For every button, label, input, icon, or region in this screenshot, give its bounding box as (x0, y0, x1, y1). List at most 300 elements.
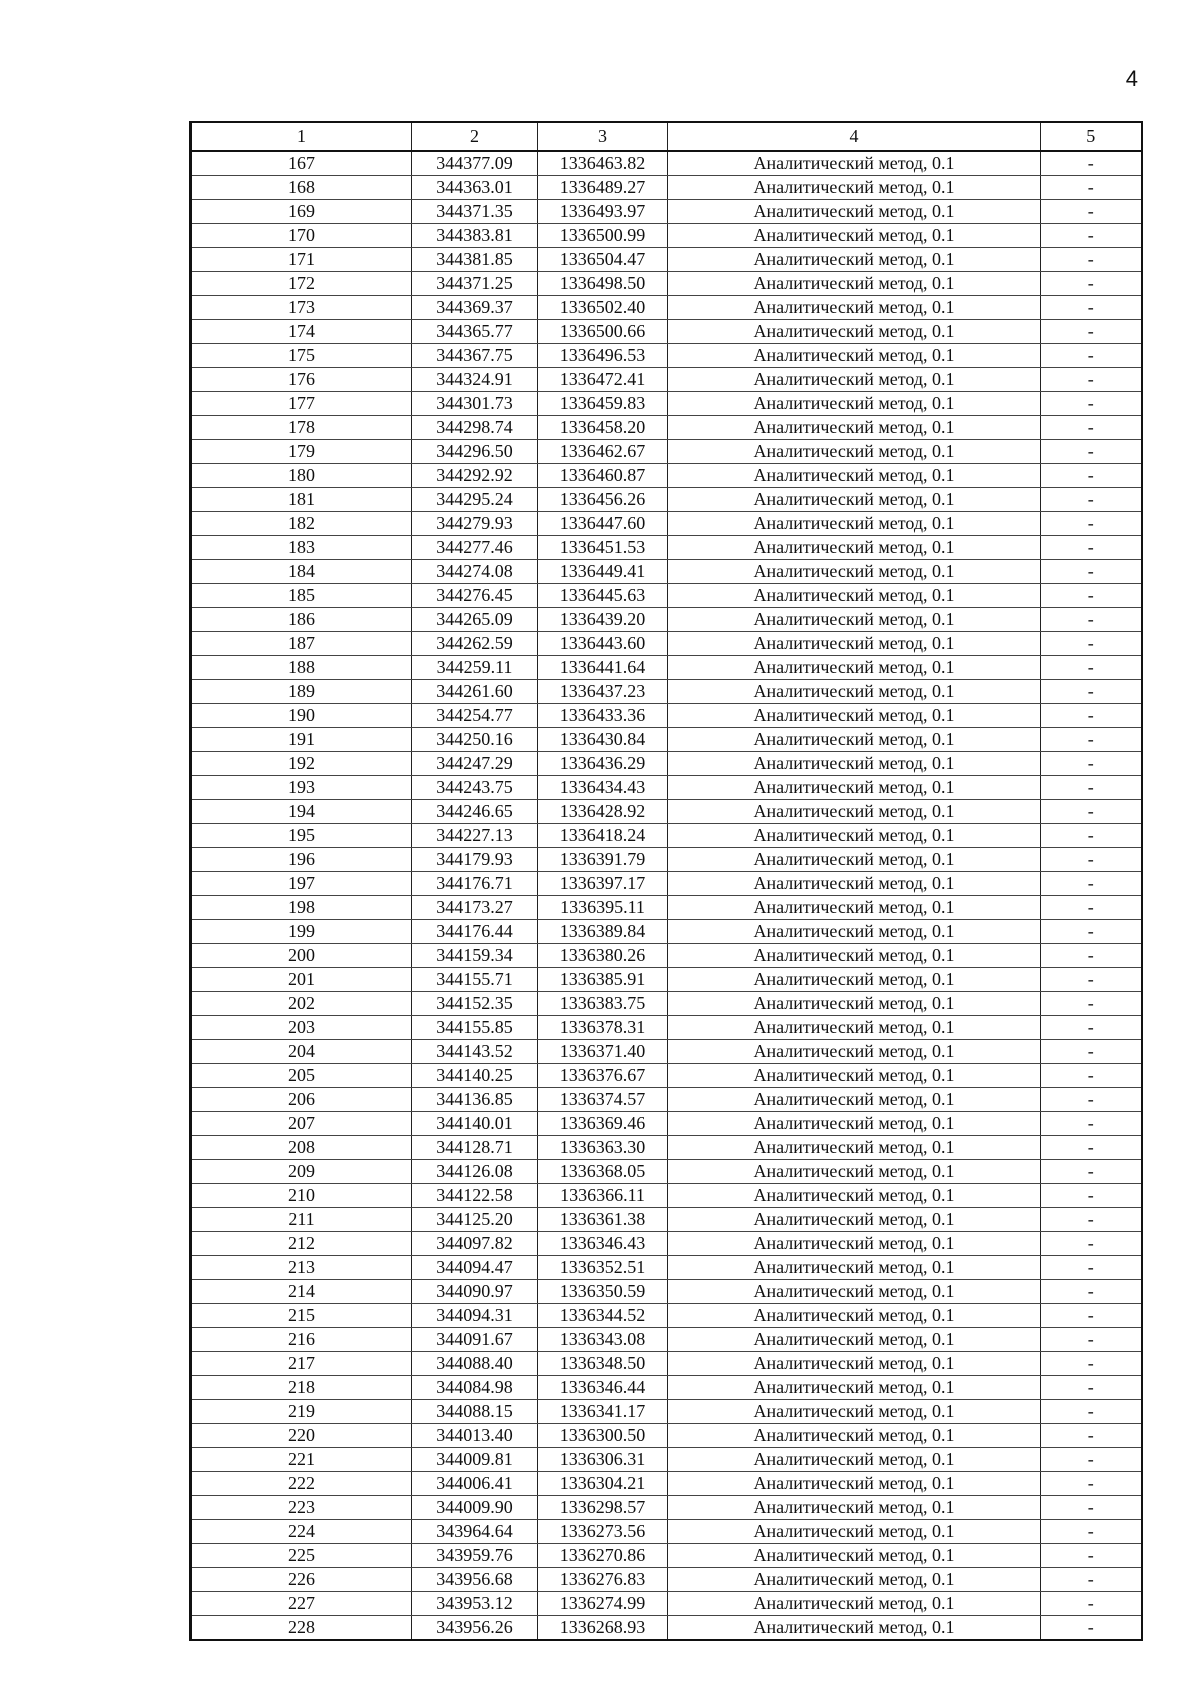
empty-mark-cell: - (1041, 176, 1142, 200)
point-number-cell: 210 (191, 1184, 412, 1208)
y-coordinate-cell: 1336363.30 (538, 1136, 668, 1160)
empty-mark-cell: - (1041, 728, 1142, 752)
empty-mark-cell: - (1041, 1232, 1142, 1256)
point-number-cell: 216 (191, 1328, 412, 1352)
point-number-cell: 179 (191, 440, 412, 464)
table-row (191, 1016, 1142, 1040)
point-number-cell: 176 (191, 368, 412, 392)
empty-mark-cell: - (1041, 680, 1142, 704)
method-cell: Аналитический метод, 0.1 (668, 992, 1041, 1016)
column-header-1: 1 (191, 122, 412, 151)
point-number-cell: 181 (191, 488, 412, 512)
table-row (191, 440, 1142, 464)
point-number-cell: 222 (191, 1472, 412, 1496)
y-coordinate-cell: 1336489.27 (538, 176, 668, 200)
empty-mark-cell: - (1041, 656, 1142, 680)
empty-mark-cell: - (1041, 416, 1142, 440)
point-number-cell: 220 (191, 1424, 412, 1448)
table-row (191, 560, 1142, 584)
empty-mark-cell: - (1041, 632, 1142, 656)
empty-mark-cell: - (1041, 1136, 1142, 1160)
method-cell: Аналитический метод, 0.1 (668, 1232, 1041, 1256)
point-number-cell: 191 (191, 728, 412, 752)
point-number-cell: 212 (191, 1232, 412, 1256)
y-coordinate-cell: 1336276.83 (538, 1568, 668, 1592)
point-number-cell: 193 (191, 776, 412, 800)
x-coordinate-cell: 344246.65 (412, 800, 538, 824)
method-cell: Аналитический метод, 0.1 (668, 536, 1041, 560)
empty-mark-cell: - (1041, 488, 1142, 512)
y-coordinate-cell: 1336368.05 (538, 1160, 668, 1184)
method-cell: Аналитический метод, 0.1 (668, 632, 1041, 656)
point-number-cell: 196 (191, 848, 412, 872)
empty-mark-cell: - (1041, 704, 1142, 728)
table-row (191, 1592, 1142, 1616)
table-row (191, 704, 1142, 728)
table-row (191, 1616, 1142, 1641)
table-row (191, 1160, 1142, 1184)
empty-mark-cell: - (1041, 512, 1142, 536)
table-row (191, 1208, 1142, 1232)
x-coordinate-cell: 344371.35 (412, 200, 538, 224)
table-row (191, 1352, 1142, 1376)
point-number-cell: 198 (191, 896, 412, 920)
method-cell: Аналитический метод, 0.1 (668, 872, 1041, 896)
y-coordinate-cell: 1336274.99 (538, 1592, 668, 1616)
method-cell: Аналитический метод, 0.1 (668, 1496, 1041, 1520)
point-number-cell: 177 (191, 392, 412, 416)
point-number-cell: 174 (191, 320, 412, 344)
empty-mark-cell: - (1041, 1520, 1142, 1544)
empty-mark-cell: - (1041, 896, 1142, 920)
x-coordinate-cell: 344128.71 (412, 1136, 538, 1160)
point-number-cell: 187 (191, 632, 412, 656)
empty-mark-cell: - (1041, 392, 1142, 416)
x-coordinate-cell: 344250.16 (412, 728, 538, 752)
table-row (191, 392, 1142, 416)
method-cell: Аналитический метод, 0.1 (668, 464, 1041, 488)
x-coordinate-cell: 344274.08 (412, 560, 538, 584)
method-cell: Аналитический метод, 0.1 (668, 1424, 1041, 1448)
page-number: 4 (1125, 66, 1138, 91)
method-cell: Аналитический метод, 0.1 (668, 1304, 1041, 1328)
table-row (191, 1568, 1142, 1592)
method-cell: Аналитический метод, 0.1 (668, 1112, 1041, 1136)
point-number-cell: 170 (191, 224, 412, 248)
table-row (191, 368, 1142, 392)
method-cell: Аналитический метод, 0.1 (668, 704, 1041, 728)
point-number-cell: 224 (191, 1520, 412, 1544)
empty-mark-cell: - (1041, 296, 1142, 320)
y-coordinate-cell: 1336346.43 (538, 1232, 668, 1256)
method-cell: Аналитический метод, 0.1 (668, 656, 1041, 680)
method-cell: Аналитический метод, 0.1 (668, 1352, 1041, 1376)
empty-mark-cell: - (1041, 344, 1142, 368)
point-number-cell: 184 (191, 560, 412, 584)
method-cell: Аналитический метод, 0.1 (668, 512, 1041, 536)
method-cell: Аналитический метод, 0.1 (668, 1328, 1041, 1352)
table-row (191, 776, 1142, 800)
point-number-cell: 183 (191, 536, 412, 560)
point-number-cell: 211 (191, 1208, 412, 1232)
point-number-cell: 227 (191, 1592, 412, 1616)
point-number-cell: 223 (191, 1496, 412, 1520)
empty-mark-cell: - (1041, 368, 1142, 392)
x-coordinate-cell: 344301.73 (412, 392, 538, 416)
method-cell: Аналитический метод, 0.1 (668, 1400, 1041, 1424)
empty-mark-cell: - (1041, 151, 1142, 176)
point-number-cell: 188 (191, 656, 412, 680)
table-row (191, 1520, 1142, 1544)
column-header-4: 4 (668, 122, 1041, 151)
table-row (191, 1496, 1142, 1520)
empty-mark-cell: - (1041, 752, 1142, 776)
point-number-cell: 202 (191, 992, 412, 1016)
y-coordinate-cell: 1336341.17 (538, 1400, 668, 1424)
y-coordinate-cell: 1336378.31 (538, 1016, 668, 1040)
x-coordinate-cell: 344377.09 (412, 151, 538, 176)
empty-mark-cell: - (1041, 992, 1142, 1016)
y-coordinate-cell: 1336443.60 (538, 632, 668, 656)
x-coordinate-cell: 344091.67 (412, 1328, 538, 1352)
method-cell: Аналитический метод, 0.1 (668, 488, 1041, 512)
table-row (191, 536, 1142, 560)
y-coordinate-cell: 1336298.57 (538, 1496, 668, 1520)
method-cell: Аналитический метод, 0.1 (668, 1064, 1041, 1088)
x-coordinate-cell: 344094.31 (412, 1304, 538, 1328)
point-number-cell: 185 (191, 584, 412, 608)
empty-mark-cell: - (1041, 1208, 1142, 1232)
empty-mark-cell: - (1041, 1016, 1142, 1040)
y-coordinate-cell: 1336472.41 (538, 368, 668, 392)
point-number-cell: 213 (191, 1256, 412, 1280)
empty-mark-cell: - (1041, 272, 1142, 296)
method-cell: Аналитический метод, 0.1 (668, 151, 1041, 176)
method-cell: Аналитический метод, 0.1 (668, 368, 1041, 392)
point-number-cell: 207 (191, 1112, 412, 1136)
table-row (191, 512, 1142, 536)
method-cell: Аналитический метод, 0.1 (668, 224, 1041, 248)
table-row (191, 728, 1142, 752)
x-coordinate-cell: 344136.85 (412, 1088, 538, 1112)
header-row (191, 122, 1142, 151)
method-cell: Аналитический метод, 0.1 (668, 1136, 1041, 1160)
method-cell: Аналитический метод, 0.1 (668, 800, 1041, 824)
empty-mark-cell: - (1041, 464, 1142, 488)
method-cell: Аналитический метод, 0.1 (668, 752, 1041, 776)
x-coordinate-cell: 344371.25 (412, 272, 538, 296)
empty-mark-cell: - (1041, 1088, 1142, 1112)
table-row (191, 680, 1142, 704)
table-row (191, 1448, 1142, 1472)
point-number-cell: 197 (191, 872, 412, 896)
point-number-cell: 178 (191, 416, 412, 440)
point-number-cell: 228 (191, 1616, 412, 1641)
x-coordinate-cell: 343964.64 (412, 1520, 538, 1544)
y-coordinate-cell: 1336434.43 (538, 776, 668, 800)
x-coordinate-cell: 344009.90 (412, 1496, 538, 1520)
empty-mark-cell: - (1041, 1328, 1142, 1352)
x-coordinate-cell: 344159.34 (412, 944, 538, 968)
method-cell: Аналитический метод, 0.1 (668, 1544, 1041, 1568)
x-coordinate-cell: 344277.46 (412, 536, 538, 560)
method-cell: Аналитический метод, 0.1 (668, 1616, 1041, 1641)
table-row (191, 272, 1142, 296)
table-row (191, 824, 1142, 848)
table-row (191, 752, 1142, 776)
x-coordinate-cell: 343956.26 (412, 1616, 538, 1641)
y-coordinate-cell: 1336348.50 (538, 1352, 668, 1376)
empty-mark-cell: - (1041, 608, 1142, 632)
x-coordinate-cell: 344122.58 (412, 1184, 538, 1208)
point-number-cell: 215 (191, 1304, 412, 1328)
x-coordinate-cell: 344088.15 (412, 1400, 538, 1424)
method-cell: Аналитический метод, 0.1 (668, 848, 1041, 872)
x-coordinate-cell: 344295.24 (412, 488, 538, 512)
y-coordinate-cell: 1336374.57 (538, 1088, 668, 1112)
empty-mark-cell: - (1041, 1496, 1142, 1520)
point-number-cell: 226 (191, 1568, 412, 1592)
point-number-cell: 190 (191, 704, 412, 728)
method-cell: Аналитический метод, 0.1 (668, 272, 1041, 296)
y-coordinate-cell: 1336447.60 (538, 512, 668, 536)
method-cell: Аналитический метод, 0.1 (668, 200, 1041, 224)
empty-mark-cell: - (1041, 320, 1142, 344)
table-row (191, 608, 1142, 632)
y-coordinate-cell: 1336383.75 (538, 992, 668, 1016)
x-coordinate-cell: 344179.93 (412, 848, 538, 872)
y-coordinate-cell: 1336395.11 (538, 896, 668, 920)
method-cell: Аналитический метод, 0.1 (668, 1568, 1041, 1592)
method-cell: Аналитический метод, 0.1 (668, 1184, 1041, 1208)
empty-mark-cell: - (1041, 584, 1142, 608)
empty-mark-cell: - (1041, 776, 1142, 800)
y-coordinate-cell: 1336350.59 (538, 1280, 668, 1304)
x-coordinate-cell: 344365.77 (412, 320, 538, 344)
table-row (191, 656, 1142, 680)
y-coordinate-cell: 1336268.93 (538, 1616, 668, 1641)
empty-mark-cell: - (1041, 1472, 1142, 1496)
table-row (191, 632, 1142, 656)
y-coordinate-cell: 1336389.84 (538, 920, 668, 944)
method-cell: Аналитический метод, 0.1 (668, 584, 1041, 608)
empty-mark-cell: - (1041, 800, 1142, 824)
x-coordinate-cell: 344090.97 (412, 1280, 538, 1304)
x-coordinate-cell: 344084.98 (412, 1376, 538, 1400)
table-row (191, 1376, 1142, 1400)
y-coordinate-cell: 1336498.50 (538, 272, 668, 296)
empty-mark-cell: - (1041, 1544, 1142, 1568)
empty-mark-cell: - (1041, 440, 1142, 464)
x-coordinate-cell: 344254.77 (412, 704, 538, 728)
method-cell: Аналитический метод, 0.1 (668, 392, 1041, 416)
table-row (191, 872, 1142, 896)
point-number-cell: 168 (191, 176, 412, 200)
table-row (191, 1088, 1142, 1112)
y-coordinate-cell: 1336270.86 (538, 1544, 668, 1568)
x-coordinate-cell: 344381.85 (412, 248, 538, 272)
empty-mark-cell: - (1041, 248, 1142, 272)
empty-mark-cell: - (1041, 1616, 1142, 1641)
method-cell: Аналитический метод, 0.1 (668, 968, 1041, 992)
table-row (191, 848, 1142, 872)
method-cell: Аналитический метод, 0.1 (668, 1520, 1041, 1544)
table-row (191, 1184, 1142, 1208)
table-row (191, 584, 1142, 608)
empty-mark-cell: - (1041, 1064, 1142, 1088)
empty-mark-cell: - (1041, 1568, 1142, 1592)
empty-mark-cell: - (1041, 944, 1142, 968)
y-coordinate-cell: 1336437.23 (538, 680, 668, 704)
method-cell: Аналитический метод, 0.1 (668, 320, 1041, 344)
method-cell: Аналитический метод, 0.1 (668, 1472, 1041, 1496)
empty-mark-cell: - (1041, 1424, 1142, 1448)
x-coordinate-cell: 344088.40 (412, 1352, 538, 1376)
y-coordinate-cell: 1336456.26 (538, 488, 668, 512)
coordinates-table (189, 121, 1143, 1641)
table-row (191, 176, 1142, 200)
y-coordinate-cell: 1336397.17 (538, 872, 668, 896)
empty-mark-cell: - (1041, 1376, 1142, 1400)
empty-mark-cell: - (1041, 1112, 1142, 1136)
column-header-3: 3 (538, 122, 668, 151)
empty-mark-cell: - (1041, 824, 1142, 848)
point-number-cell: 189 (191, 680, 412, 704)
x-coordinate-cell: 344006.41 (412, 1472, 538, 1496)
empty-mark-cell: - (1041, 920, 1142, 944)
x-coordinate-cell: 344097.82 (412, 1232, 538, 1256)
x-coordinate-cell: 344324.91 (412, 368, 538, 392)
point-number-cell: 208 (191, 1136, 412, 1160)
table-row (191, 224, 1142, 248)
point-number-cell: 218 (191, 1376, 412, 1400)
y-coordinate-cell: 1336304.21 (538, 1472, 668, 1496)
point-number-cell: 167 (191, 151, 412, 176)
point-number-cell: 199 (191, 920, 412, 944)
table-row (191, 320, 1142, 344)
x-coordinate-cell: 344259.11 (412, 656, 538, 680)
table-row (191, 800, 1142, 824)
point-number-cell: 172 (191, 272, 412, 296)
method-cell: Аналитический метод, 0.1 (668, 1088, 1041, 1112)
point-number-cell: 192 (191, 752, 412, 776)
empty-mark-cell: - (1041, 536, 1142, 560)
y-coordinate-cell: 1336376.67 (538, 1064, 668, 1088)
y-coordinate-cell: 1336366.11 (538, 1184, 668, 1208)
x-coordinate-cell: 343959.76 (412, 1544, 538, 1568)
table-row (191, 896, 1142, 920)
table-row (191, 968, 1142, 992)
point-number-cell: 219 (191, 1400, 412, 1424)
x-coordinate-cell: 343953.12 (412, 1592, 538, 1616)
x-coordinate-cell: 344013.40 (412, 1424, 538, 1448)
y-coordinate-cell: 1336451.53 (538, 536, 668, 560)
empty-mark-cell: - (1041, 1160, 1142, 1184)
x-coordinate-cell: 344125.20 (412, 1208, 538, 1232)
y-coordinate-cell: 1336430.84 (538, 728, 668, 752)
method-cell: Аналитический метод, 0.1 (668, 920, 1041, 944)
table-row (191, 920, 1142, 944)
y-coordinate-cell: 1336385.91 (538, 968, 668, 992)
x-coordinate-cell: 344227.13 (412, 824, 538, 848)
method-cell: Аналитический метод, 0.1 (668, 1376, 1041, 1400)
y-coordinate-cell: 1336500.66 (538, 320, 668, 344)
y-coordinate-cell: 1336436.29 (538, 752, 668, 776)
empty-mark-cell: - (1041, 1448, 1142, 1472)
table-header (191, 122, 1142, 151)
point-number-cell: 205 (191, 1064, 412, 1088)
y-coordinate-cell: 1336463.82 (538, 151, 668, 176)
table-row (191, 1424, 1142, 1448)
y-coordinate-cell: 1336300.50 (538, 1424, 668, 1448)
x-coordinate-cell: 344094.47 (412, 1256, 538, 1280)
table-row (191, 944, 1142, 968)
table-body (191, 151, 1142, 1640)
method-cell: Аналитический метод, 0.1 (668, 1040, 1041, 1064)
method-cell: Аналитический метод, 0.1 (668, 560, 1041, 584)
empty-mark-cell: - (1041, 224, 1142, 248)
point-number-cell: 201 (191, 968, 412, 992)
point-number-cell: 221 (191, 1448, 412, 1472)
table-row (191, 416, 1142, 440)
table-row (191, 1232, 1142, 1256)
x-coordinate-cell: 344369.37 (412, 296, 538, 320)
method-cell: Аналитический метод, 0.1 (668, 1016, 1041, 1040)
y-coordinate-cell: 1336371.40 (538, 1040, 668, 1064)
y-coordinate-cell: 1336428.92 (538, 800, 668, 824)
y-coordinate-cell: 1336380.26 (538, 944, 668, 968)
method-cell: Аналитический метод, 0.1 (668, 1160, 1041, 1184)
x-coordinate-cell: 344143.52 (412, 1040, 538, 1064)
method-cell: Аналитический метод, 0.1 (668, 1592, 1041, 1616)
y-coordinate-cell: 1336439.20 (538, 608, 668, 632)
method-cell: Аналитический метод, 0.1 (668, 1208, 1041, 1232)
x-coordinate-cell: 344276.45 (412, 584, 538, 608)
method-cell: Аналитический метод, 0.1 (668, 608, 1041, 632)
y-coordinate-cell: 1336343.08 (538, 1328, 668, 1352)
y-coordinate-cell: 1336273.56 (538, 1520, 668, 1544)
method-cell: Аналитический метод, 0.1 (668, 728, 1041, 752)
point-number-cell: 173 (191, 296, 412, 320)
y-coordinate-cell: 1336306.31 (538, 1448, 668, 1472)
x-coordinate-cell: 344126.08 (412, 1160, 538, 1184)
y-coordinate-cell: 1336502.40 (538, 296, 668, 320)
point-number-cell: 182 (191, 512, 412, 536)
empty-mark-cell: - (1041, 848, 1142, 872)
x-coordinate-cell: 344243.75 (412, 776, 538, 800)
point-number-cell: 225 (191, 1544, 412, 1568)
point-number-cell: 186 (191, 608, 412, 632)
y-coordinate-cell: 1336344.52 (538, 1304, 668, 1328)
x-coordinate-cell: 344262.59 (412, 632, 538, 656)
point-number-cell: 214 (191, 1280, 412, 1304)
y-coordinate-cell: 1336433.36 (538, 704, 668, 728)
table-row (191, 1064, 1142, 1088)
table-row (191, 1472, 1142, 1496)
y-coordinate-cell: 1336441.64 (538, 656, 668, 680)
method-cell: Аналитический метод, 0.1 (668, 776, 1041, 800)
method-cell: Аналитический метод, 0.1 (668, 440, 1041, 464)
table-row (191, 1544, 1142, 1568)
table-row (191, 1256, 1142, 1280)
table-row (191, 296, 1142, 320)
x-coordinate-cell: 344176.71 (412, 872, 538, 896)
table-row (191, 344, 1142, 368)
point-number-cell: 180 (191, 464, 412, 488)
table-row (191, 1136, 1142, 1160)
empty-mark-cell: - (1041, 1280, 1142, 1304)
y-coordinate-cell: 1336504.47 (538, 248, 668, 272)
